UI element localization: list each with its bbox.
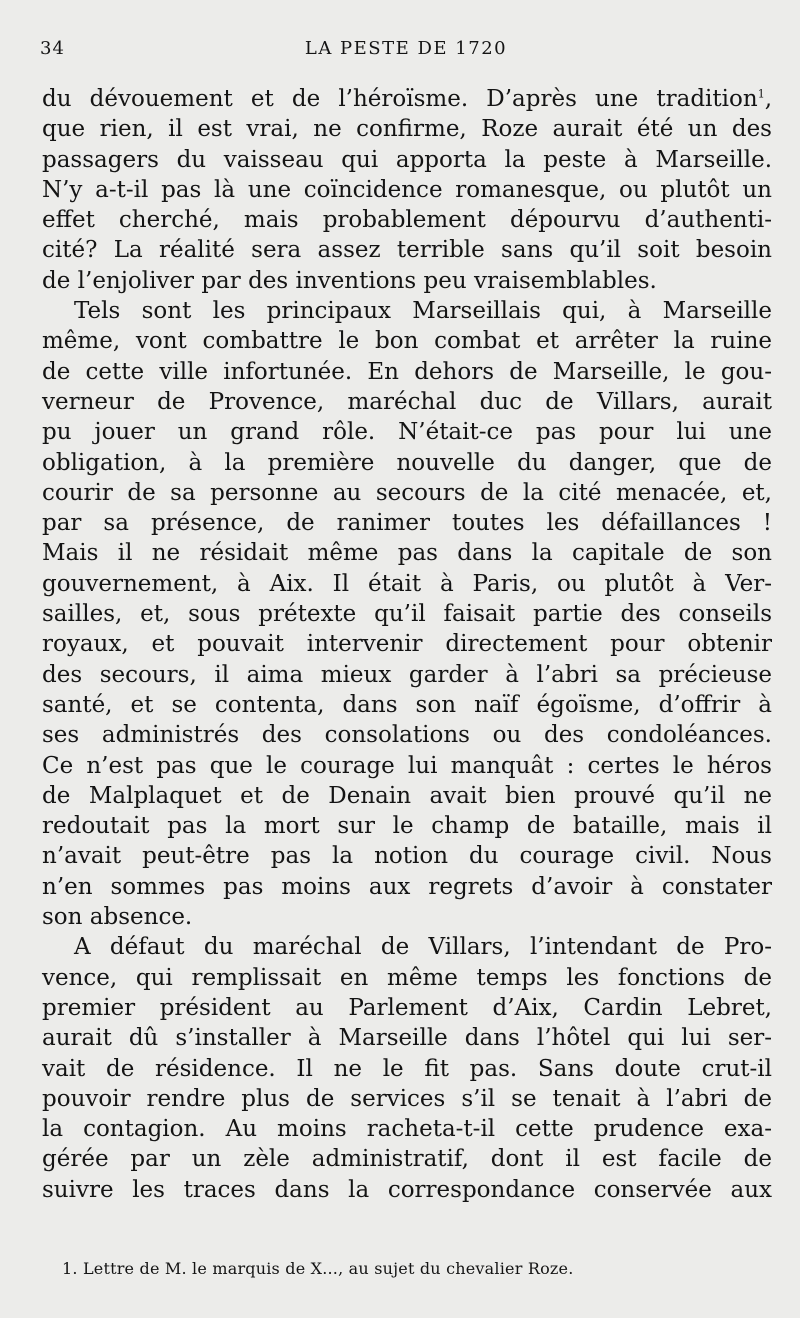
text-line: royaux, et pouvait intervenir directement pour obtenir bbox=[42, 631, 772, 658]
text-line: suivre les traces dans la correspondance conservée aux bbox=[42, 1176, 772, 1203]
text-line: N’y a-t-il pas là une coïncidence romanesque, ou plutôt un bbox=[42, 176, 772, 203]
text-line: Mais il ne résidait même pas dans la capitale de son bbox=[42, 540, 772, 567]
text-line: que rien, il est vrai, ne confirme, Roze aurait été un des bbox=[42, 116, 772, 143]
text-line: verneur de Provence, maréchal duc de Villars, aurait bbox=[42, 388, 772, 415]
text-line: par sa présence, de ranimer toutes les défaillances ! bbox=[42, 510, 772, 537]
footnote-reference: 1 bbox=[757, 87, 765, 101]
text-line: premier président au Parlement d’Aix, Cardin Lebret, bbox=[42, 994, 772, 1021]
text-line: courir de sa personne au secours de la cité menacée, et, bbox=[42, 479, 772, 506]
text-line: cité? La réalité sera assez terrible sans qu’il soit besoin bbox=[42, 237, 772, 264]
text-line: Ce n’est pas que le courage lui manquât : certes le héros bbox=[42, 752, 772, 779]
text-line: n’en sommes pas moins aux regrets d’avoir à constater bbox=[42, 873, 772, 900]
text-line: pouvoir rendre plus de services s’il se tenait à l’abri de bbox=[42, 1085, 772, 1112]
text-line: A défaut du maréchal de Villars, l’intendant de Pro- bbox=[74, 934, 772, 961]
text-line: gouvernement, à Aix. Il était à Paris, ou plutôt à Ver- bbox=[42, 570, 772, 597]
text-line: santé, et se contenta, dans son naïf égoïsme, d’offrir à bbox=[42, 691, 772, 718]
text-line: gérée par un zèle administratif, dont il est facile de bbox=[42, 1146, 772, 1173]
footnote: 1. Lettre de M. le marquis de X..., au sujet du chevalier Roze. bbox=[62, 1259, 574, 1278]
text-line: vence, qui remplissait en même temps les fonctions de bbox=[42, 964, 772, 991]
text-line: des secours, il aima mieux garder à l’abri sa précieuse bbox=[42, 661, 772, 688]
body-text bbox=[42, 84, 772, 1205]
text-line: vait de résidence. Il ne le fit pas. Sans doute crut-il bbox=[42, 1055, 772, 1082]
running-title: LA PESTE DE 1720 bbox=[304, 38, 508, 59]
text-line: son absence. bbox=[42, 904, 193, 931]
text-line-content: du dévouement et de l’héroïsme. D’après une tradition bbox=[42, 86, 758, 112]
text-line: de cette ville infortunée. En dehors de Marseille, le gou- bbox=[42, 358, 772, 385]
page-number: 34 bbox=[40, 38, 65, 59]
text-line: effet cherché, mais probablement dépourvu d’authenti- bbox=[42, 207, 772, 234]
text-line: pu jouer un grand rôle. N’était-ce pas pour lui une bbox=[42, 419, 772, 446]
text-line: même, vont combattre le bon combat et arrêter la ruine bbox=[42, 328, 772, 355]
text-line: redoutait pas la mort sur le champ de bataille, mais il bbox=[42, 813, 772, 840]
text-line: obligation, à la première nouvelle du danger, que de bbox=[42, 449, 772, 476]
text-line: la contagion. Au moins racheta-t-il cette prudence exa- bbox=[42, 1116, 772, 1143]
text-line: aurait dû s’installer à Marseille dans l’hôtel qui lui ser- bbox=[42, 1025, 772, 1052]
text-line: n’avait peut-être pas la notion du courage civil. Nous bbox=[42, 843, 772, 870]
text-line: passagers du vaisseau qui apporta la peste à Marseille. bbox=[42, 146, 772, 173]
running-head bbox=[40, 38, 772, 62]
text-line: de Malplaquet et de Denain avait bien prouvé qu’il ne bbox=[42, 782, 772, 809]
text-line: Tels sont les principaux Marseillais qui, à Marseille bbox=[74, 298, 772, 325]
text-line bbox=[42, 84, 772, 114]
text-line: ses administrés des consolations ou des condoléances. bbox=[42, 722, 772, 749]
line-punctuation: , bbox=[764, 86, 772, 112]
text-line: de l’enjoliver par des inventions peu vraisemblables. bbox=[42, 267, 657, 294]
text-line: sailles, et, sous prétexte qu’il faisait partie des conseils bbox=[42, 601, 772, 628]
